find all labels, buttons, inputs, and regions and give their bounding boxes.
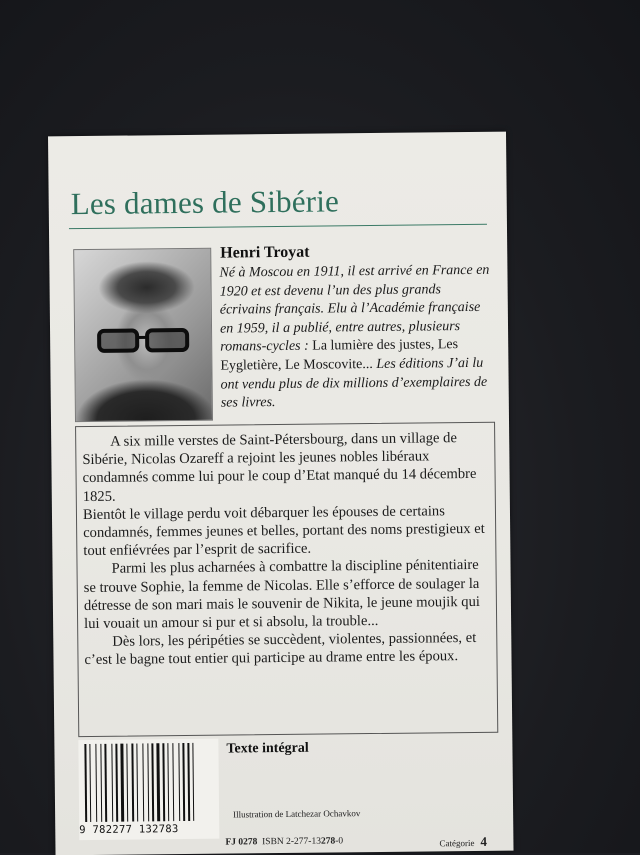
bio-italic-part-2: Les éditions J’ai lu ont vendu plus de dix millions d’exemplaires de ses livres. [221, 356, 488, 411]
blurb-paragraph: Bientôt le village perdu voit débarquer les épouses de certains condamnés, femmes jeunes et belles, portant des noms prestigieux et tout enfiévrées par l’esprit de sacrifice. [83, 502, 488, 561]
author-name: Henri Troyat [220, 244, 310, 263]
book-title: Les dames de Sibérie [71, 183, 340, 222]
author-bio [219, 262, 491, 414]
isbn-bold-part: 278 [321, 836, 335, 846]
blurb-paragraph: A six mille verstes de Saint-Pétersbourg, dans un village de Sibérie, Nicolas Ozareff a rejoint les jeunes nobles libéraux condamnés comme lui pour le coup d’Etat manqué du 14 décembre 1825. [82, 429, 487, 506]
title-divider [69, 224, 487, 229]
category [439, 834, 487, 850]
bio-italic-part-1: Né à Moscou en 1911, il est arrivé en France en 1920 et est devenu l’un des plus grands écrivains français. Elu à l’Académie française en 1959, il a publié, entre autres, plusieurs romans-cycles : [219, 263, 489, 355]
category-label: Catégorie [439, 838, 474, 848]
illustration-credit: Illustration de Latchezar Ochavkov [233, 808, 360, 819]
isbn-line [225, 836, 343, 847]
isbn-end: -0 [335, 836, 343, 846]
isbn-label: ISBN 2-277-13 [262, 837, 321, 848]
blurb-text [82, 429, 488, 670]
bio-roman-titles: La lumière des justes, Les Eygletière, Le Moscovite... [220, 337, 458, 373]
author-photo [73, 248, 213, 422]
book-back-cover [48, 132, 514, 855]
category-number: 4 [480, 834, 487, 849]
collection-code: FJ 0278 [225, 837, 257, 847]
texte-integral-label: Texte intégral [226, 741, 308, 758]
barcode [78, 739, 219, 840]
barcode-bars [84, 743, 213, 822]
barcode-digits: 9 782277 132783 [79, 823, 219, 836]
blurb-paragraph: Parmi les plus acharnées à combattre la discipline pénitentiaire se trouve Sophie, la femme de Nicolas. Elle s’efforce de soulager la détresse de son mari mais le souvenir de Nikita, le jeune moujik qui lui vouait un amour si pur et si absolu, la trouble... [83, 556, 488, 633]
glasses-icon [89, 327, 199, 354]
blurb-frame [75, 422, 498, 737]
barcode-bar [194, 743, 198, 821]
blurb-paragraph: Dès lors, les péripéties se succèdent, violentes, passionnées, et c’est le bagne tout entier qui participe au drame entre les époux. [84, 629, 488, 670]
